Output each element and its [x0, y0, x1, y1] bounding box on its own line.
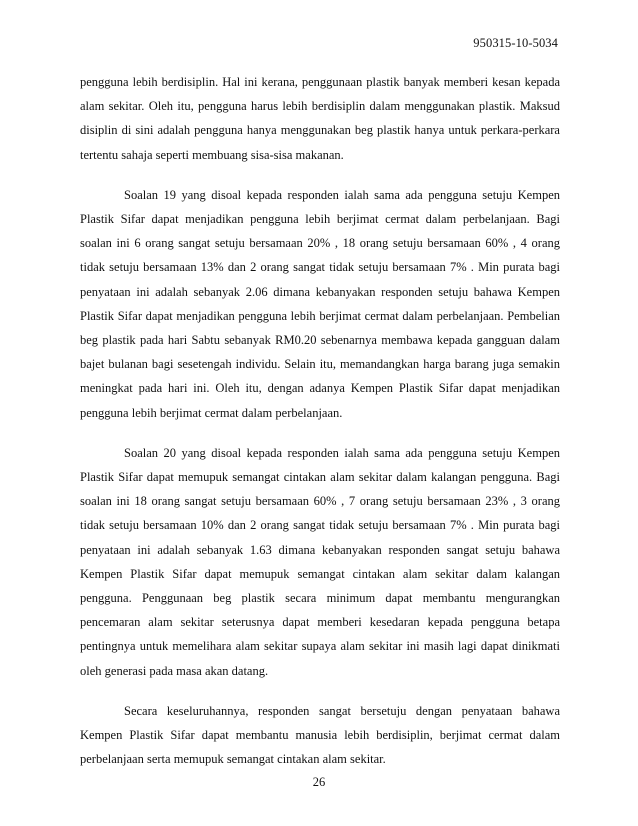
document-body	[80, 70, 560, 771]
paragraph-soalan-19: Soalan 19 yang disoal kepada responden ialah sama ada pengguna setuju Kempen Plastik Sifar dapat menjadikan pengguna lebih berjimat cermat dalam perbelanjaan. Bagi soalan ini 6 orang sangat setuju bersamaan 20% , 18 orang setuju bersamaan 60% , 4 orang tidak setuju bersamaan 13% dan 2 orang sangat tidak setuju bersamaan 7% . Min purata bagi penyataan ini adalah sebanyak 2.06 dimana kebanyakan responden setuju bahawa Kempen Plastik Sifar dapat menjadikan pengguna lebih berjimat cermat dalam perbelanjaan. Pembelian beg plastik pada hari Sabtu sebanyak RM0.20 sebenarnya membawa kepada gangguan dalam bajet bulanan bagi sesetengah individu. Selain itu, memandangkan harga barang juga semakin meningkat pada hari ini. Oleh itu, dengan adanya Kempen Plastik Sifar dapat menjadikan pengguna lebih berjimat cermat dalam perbelanjaan.	[80, 187, 560, 420]
paragraph-gap	[80, 425, 560, 441]
page-number: 26	[312, 775, 326, 789]
paragraph-continuation: pengguna lebih berdisiplin. Hal ini kerana, penggunaan plastik banyak memberi kesan kepada alam sekitar. Oleh itu, pengguna harus lebih berdisiplin dalam menggunakan plastik. Maksud disiplin di sini adalah pengguna hanya menggunakan beg plastik hanya untuk perkara-perkara tertentu sahaja seperti membuang sisa-sisa makanan.	[80, 75, 560, 162]
paragraph-gap	[80, 683, 560, 699]
paragraph-conclusion: Secara keseluruhannya, responden sangat bersetuju dengan penyataan bahawa Kempen Plastik Sifar dapat membantu manusia lebih berdisiplin, berjimat cermat dalam perbelanjaan serta memupuk semangat cintakan alam sekitar.	[80, 703, 560, 767]
paragraph-soalan-20: Soalan 20 yang disoal kepada responden ialah sama ada pengguna setuju Kempen Plastik Sifar dapat memupuk semangat cintakan alam sekitar dalam kalangan pengguna. Bagi soalan ini 18 orang sangat setuju bersamaan 60% , 7 orang setuju bersamaan 23% , 3 orang tidak setuju bersamaan 10% dan 2 orang sangat tidak setuju bersamaan 7% . Min purata bagi penyataan ini adalah sebanyak 1.63 dimana kebanyakan responden sangat setuju bahawa Kempen Plastik Sifar dapat memupuk semangat cintakan alam sekitar dalam kalangan pengguna. Penggunaan beg plastik secara minimum dapat membantu mengurangkan pencemaran alam sekitar seterusnya dapat memberi kesedaran kepada pengguna betapa pentingnya untuk memelihara alam sekitar supaya alam sekitar ini masih lagi dapat dinikmati oleh generasi pada masa akan datang.	[80, 445, 560, 678]
document-id: 950315-10-5034	[473, 36, 558, 50]
paragraph-gap	[80, 167, 560, 183]
